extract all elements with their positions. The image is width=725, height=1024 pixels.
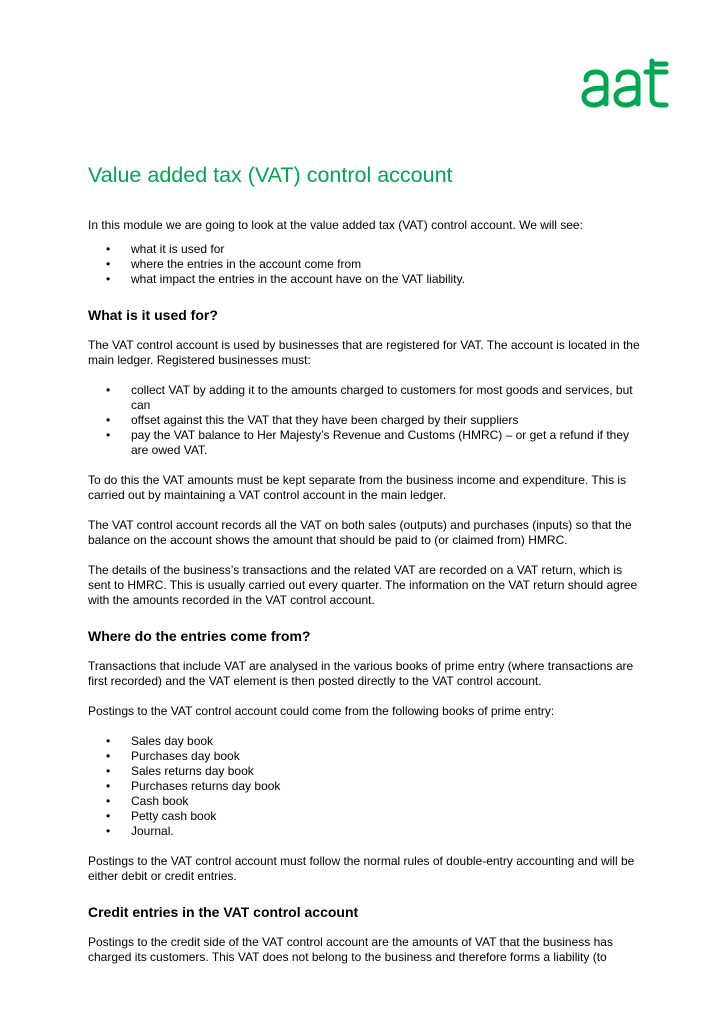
list-item: • Sales returns day book <box>88 764 648 779</box>
list-item: • pay the VAT balance to Her Majesty’s Revenue and Customs (HMRC) – or get a refund if they are owed VAT. <box>88 428 648 458</box>
list-item: • where the entries in the account come from <box>88 257 648 272</box>
aat-logo <box>580 58 672 110</box>
list-item: • Purchases day book <box>88 749 648 764</box>
page-title: Value added tax (VAT) control account <box>88 163 453 187</box>
section-heading-credit: Credit entries in the VAT control account <box>88 904 359 920</box>
paragraph: Postings to the credit side of the VAT control account are the amounts of VAT that the business has charged its customers. This VAT does not belong to the business and therefore forms a liability (to <box>88 935 613 964</box>
paragraph: Postings to the VAT control account could come from the following books of prime entry: <box>88 704 555 718</box>
paragraph: The VAT control account is used by businesses that are registered for VAT. The account is located in the main ledger. Registered businesses must: <box>88 338 640 367</box>
paragraph: Transactions that include VAT are analysed in the various books of prime entry (where transactions are first recorded) and the VAT element is then posted directly to the VAT control account. <box>88 659 634 688</box>
paragraph: To do this the VAT amounts must be kept separate from the business income and expenditure. This is carried out by maintaining a VAT control account in the main ledger. <box>88 473 627 502</box>
section-heading-what: What is it used for? <box>88 307 218 323</box>
list-item: • what it is used for <box>88 242 648 257</box>
list-item: • offset against this the VAT that they have been charged by their suppliers <box>88 413 648 428</box>
section-heading-where: Where do the entries come from? <box>88 628 311 644</box>
list-item: • Cash book <box>88 794 648 809</box>
intro-paragraph: In this module we are going to look at the value added tax (VAT) control account. We will see: <box>88 218 583 232</box>
paragraph: Postings to the VAT control account must follow the normal rules of double-entry accounting and will be either debit or credit entries. <box>88 854 635 883</box>
paragraph: The VAT control account records all the VAT on both sales (outputs) and purchases (inputs) so that the balance on the account shows the amount that should be paid to (or claimed from) HMRC. <box>88 518 632 547</box>
document-body <box>88 160 648 965</box>
list-item: • Petty cash book <box>88 809 648 824</box>
list-item: • Purchases returns day book <box>88 779 648 794</box>
intro-list <box>88 242 648 287</box>
books-list <box>88 734 648 839</box>
list-item: • Journal. <box>88 824 648 839</box>
list-item: • what impact the entries in the account have on the VAT liability. <box>88 272 648 287</box>
paragraph: The details of the business’s transactions and the related VAT are recorded on a VAT return, which is sent to HMRC. This is usually carried out every quarter. The information on the VAT return should agree with the amounts recorded in the VAT control account. <box>88 563 638 607</box>
list-item: • Sales day book <box>88 734 648 749</box>
list-item: • collect VAT by adding it to the amounts charged to customers for most goods and services, but can <box>88 383 648 413</box>
must-list <box>88 383 648 458</box>
